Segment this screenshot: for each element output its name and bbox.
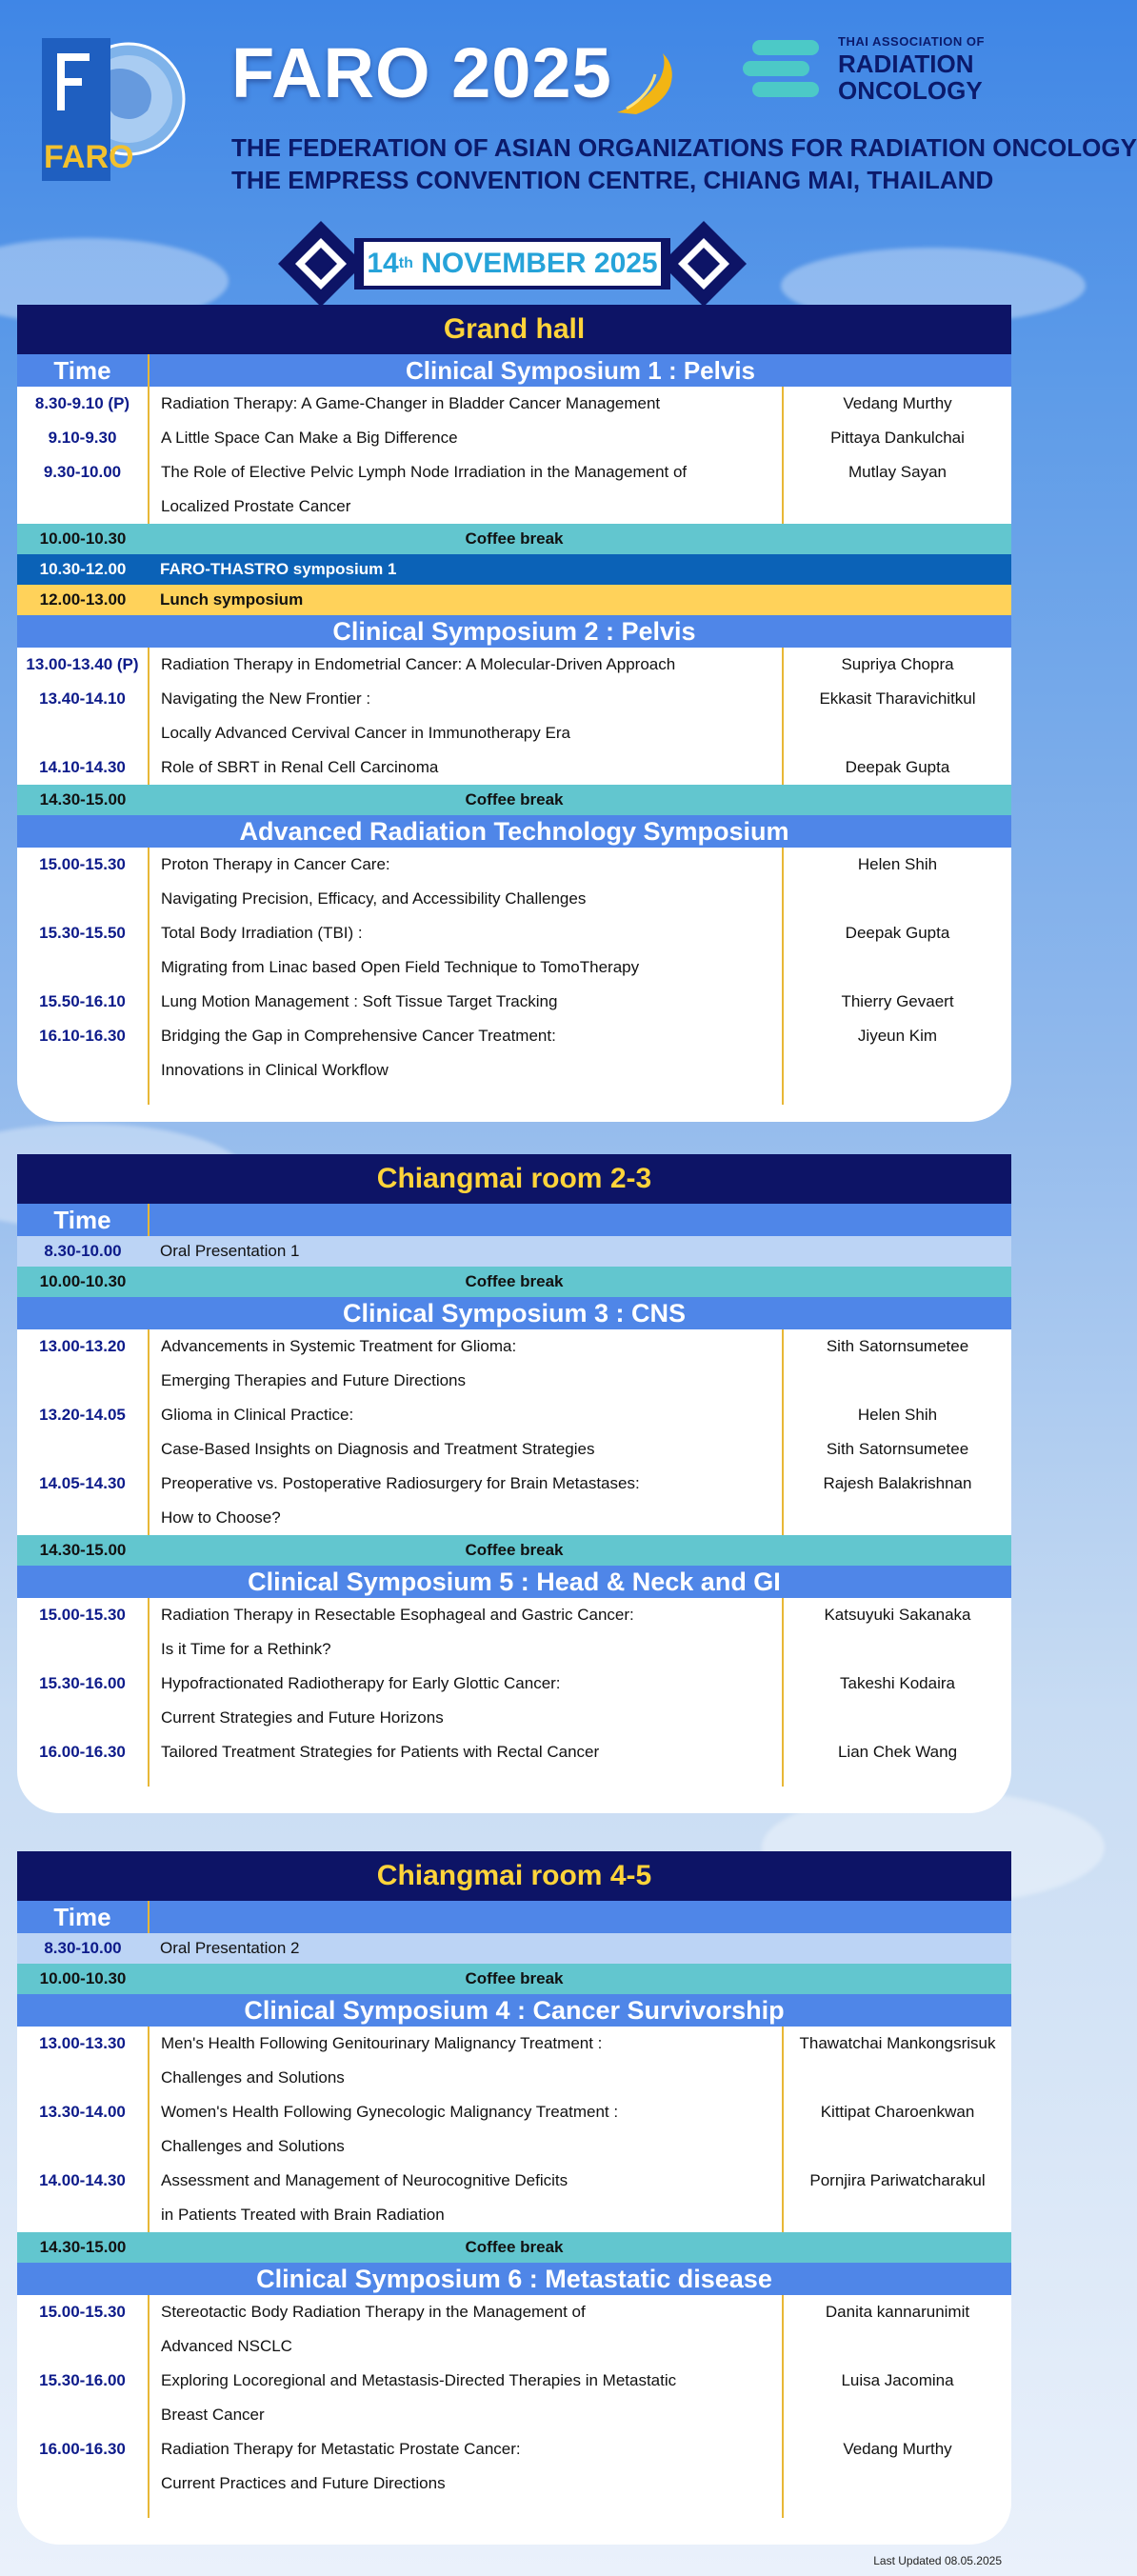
time-column-header: Time [17, 1901, 149, 1933]
page-title: FARO 2025 [231, 33, 612, 112]
panel-title: Chiangmai room 4-5 [17, 1851, 1011, 1901]
panel-title: Grand hall [17, 305, 1011, 354]
symposium-header-row [17, 2263, 1011, 2295]
partner-line-1: THAI ASSOCIATION OF [838, 34, 985, 49]
symposium-title: Clinical Symposium 3 : CNS [17, 1297, 1011, 1329]
subtitle-federation: THE FEDERATION OF ASIAN ORGANIZATIONS FOR RADIATION ONCOLOGY [231, 133, 1137, 162]
oral-presentation-row [17, 1933, 1011, 1964]
talk-time: 15.00-15.30 [17, 848, 149, 882]
table-row [17, 1329, 1011, 1364]
break-label: Coffee break [149, 1267, 1011, 1297]
talk-time: 16.10-16.30 [17, 1019, 149, 1053]
talk-title: Men's Health Following Genitourinary Malignancy Treatment : [149, 2027, 783, 2061]
panel-title: Chiangmai room 2-3 [17, 1154, 1011, 1204]
table-row [17, 916, 1011, 950]
session-time: 8.30-10.00 [17, 1236, 149, 1267]
talk-time: 9.30-10.00 [17, 455, 149, 489]
talk-time: 16.00-16.30 [17, 1735, 149, 1769]
coffee-break-row [17, 524, 1011, 554]
break-time: 10.00-10.30 [17, 1964, 149, 1994]
talk-title: Current Strategies and Future Horizons [149, 1701, 783, 1735]
date-suffix: th [398, 255, 413, 271]
table-row [17, 2095, 1011, 2129]
talk-title: Glioma in Clinical Practice: [149, 1398, 783, 1432]
speaker-name: Sith Satornsumetee [826, 1440, 969, 1458]
talk-title: Preoperative vs. Postoperative Radiosurgery for Brain Metastases: [149, 1467, 783, 1501]
empty-cell [17, 2198, 149, 2232]
talk-title: Exploring Locoregional and Metastasis-Directed Therapies in Metastatic [149, 2364, 783, 2398]
table-row [17, 1701, 1011, 1735]
coffee-break-row [17, 2232, 1011, 2263]
thastro-mark-icon [743, 36, 828, 103]
faro-logo [38, 34, 190, 187]
empty-cell [783, 1501, 1011, 1535]
break-label: Coffee break [149, 524, 1011, 554]
talk-time: 15.30-16.00 [17, 2364, 149, 2398]
speaker-name: Lian Chek Wang [837, 1743, 958, 1761]
empty-cell [783, 2198, 1011, 2232]
table-row [17, 2466, 1011, 2501]
empty-header [149, 1204, 1011, 1236]
break-label: Coffee break [149, 785, 1011, 815]
table-row [17, 2398, 1011, 2432]
empty-cell [17, 2129, 149, 2164]
talk-title: A Little Space Can Make a Big Difference [149, 421, 783, 455]
table-row [17, 2295, 1011, 2329]
talk-title: Case-Based Insights on Diagnosis and Treatment Strategies [149, 1432, 783, 1467]
talk-title: Localized Prostate Cancer [149, 489, 783, 524]
column-header-row [17, 1901, 1011, 1933]
speaker-name: Pornjira Pariwatcharakul [809, 2171, 986, 2189]
talk-time: 15.00-15.30 [17, 2295, 149, 2329]
partner-line-3: ONCOLOGY [838, 76, 983, 105]
room-4-5-panel [17, 1851, 1011, 2545]
table-row [17, 1364, 1011, 1398]
table-row [17, 2329, 1011, 2364]
page-header [0, 0, 1137, 305]
empty-cell [783, 716, 1011, 750]
talk-time: 15.00-15.30 [17, 1598, 149, 1632]
symposium-title: Clinical Symposium 6 : Metastatic disease [17, 2263, 1011, 2295]
talk-title: Is it Time for a Rethink? [149, 1632, 783, 1667]
speaker-name: Luisa Jacomina [841, 2371, 954, 2389]
table-row [17, 387, 1011, 421]
break-time: 10.00-10.30 [17, 1267, 149, 1297]
talk-title: Lung Motion Management : Soft Tissue Target Tracking [149, 985, 783, 1019]
talk-title: Women's Health Following Gynecologic Malignancy Treatment : [149, 2095, 783, 2129]
talk-title: How to Choose? [149, 1501, 783, 1535]
break-time: 14.30-15.00 [17, 2232, 149, 2263]
empty-cell [783, 1364, 1011, 1398]
table-row [17, 2027, 1011, 2061]
speaker-name: Deepak Gupta [845, 924, 950, 942]
speaker-name: Thawatchai Mankongsrisuk [799, 2034, 996, 2052]
talk-time: 16.00-16.30 [17, 2432, 149, 2466]
thastro-logo [743, 34, 1000, 110]
empty-cell [17, 716, 149, 750]
table-row [17, 950, 1011, 985]
speaker-name: Pittaya Dankulchai [830, 429, 965, 447]
empty-cell [783, 1632, 1011, 1667]
talk-title: Emerging Therapies and Future Directions [149, 1364, 783, 1398]
talk-title: Total Body Irradiation (TBI) : [149, 916, 783, 950]
break-label: Coffee break [149, 1535, 1011, 1566]
empty-cell [17, 1364, 149, 1398]
spacer-row [17, 1769, 1011, 1787]
column-header-row [17, 354, 1011, 387]
talk-title: Proton Therapy in Cancer Care: [149, 848, 783, 882]
speaker-name: Ekkasit Tharavichitkul [819, 689, 976, 708]
talk-time: 15.30-15.50 [17, 916, 149, 950]
table-row [17, 648, 1011, 682]
table-row [17, 2364, 1011, 2398]
time-column-header: Time [17, 354, 149, 387]
session-label: Oral Presentation 1 [149, 1236, 1011, 1267]
talk-title: Navigating the New Frontier : [149, 682, 783, 716]
table-row [17, 2198, 1011, 2232]
oral-presentation-row [17, 1236, 1011, 1267]
speaker-name: Sith Satornsumetee [826, 1337, 969, 1355]
talk-title: Innovations in Clinical Workflow [149, 1053, 783, 1088]
table-row [17, 1598, 1011, 1632]
talk-time: 14.10-14.30 [17, 750, 149, 785]
spacer-row [17, 2501, 1011, 2518]
talk-title: Radiation Therapy in Resectable Esophageal and Gastric Cancer: [149, 1598, 783, 1632]
empty-cell [17, 489, 149, 524]
table-row [17, 1501, 1011, 1535]
talk-time: 13.30-14.00 [17, 2095, 149, 2129]
coffee-break-row [17, 1535, 1011, 1566]
empty-cell [17, 1701, 149, 1735]
empty-cell [17, 1632, 149, 1667]
session-time: 8.30-10.00 [17, 1933, 149, 1964]
table-row [17, 421, 1011, 455]
date-month-year: NOVEMBER 2025 [412, 248, 658, 279]
talk-time: 14.00-14.30 [17, 2164, 149, 2198]
session-time: 12.00-13.00 [17, 585, 149, 615]
empty-header [149, 1901, 1011, 1933]
session-label: Oral Presentation 2 [149, 1933, 1011, 1964]
speaker-name: Katsuyuki Sakanaka [824, 1606, 971, 1624]
spacer-row [17, 1088, 1011, 1105]
table-row [17, 1467, 1011, 1501]
speaker-name: Helen Shih [857, 855, 938, 873]
speaker-name: Takeshi Kodaira [840, 1674, 955, 1692]
speaker-name: Jiyeun Kim [857, 1027, 938, 1045]
speaker-name: Danita kannarunimit [825, 2303, 970, 2321]
lunch-row [17, 585, 1011, 615]
talk-title: Current Practices and Future Directions [149, 2466, 783, 2501]
table-row [17, 1735, 1011, 1769]
talk-time: 13.00-13.20 [17, 1329, 149, 1364]
symposium-title: Clinical Symposium 2 : Pelvis [17, 615, 1011, 648]
symposium-title: Clinical Symposium 5 : Head & Neck and GI [17, 1566, 1011, 1598]
symposium-title: Clinical Symposium 1 : Pelvis [149, 354, 1011, 387]
thai-ornament-icon [608, 46, 684, 122]
coffee-break-row [17, 785, 1011, 815]
schedule-table [17, 354, 1011, 1105]
schedule-table [17, 1204, 1011, 1787]
empty-cell [17, 1053, 149, 1088]
talk-time: 13.00-13.30 [17, 2027, 149, 2061]
talk-title: Advanced NSCLC [149, 2329, 783, 2364]
column-header-row [17, 1204, 1011, 1236]
talk-title: Hypofractionated Radiotherapy for Early Glottic Cancer: [149, 1667, 783, 1701]
symposium-header-row [17, 815, 1011, 848]
empty-cell [17, 950, 149, 985]
talk-title: Radiation Therapy for Metastatic Prostate Cancer: [149, 2432, 783, 2466]
talk-title: Locally Advanced Cervival Cancer in Immunotherapy Era [149, 716, 783, 750]
faro-thastro-row [17, 554, 1011, 585]
room-2-3-panel [17, 1154, 1011, 1813]
last-updated: Last Updated 08.05.2025 [873, 2554, 1002, 2567]
empty-cell [783, 882, 1011, 916]
table-row [17, 716, 1011, 750]
date-day: 14 [367, 248, 399, 279]
table-row [17, 985, 1011, 1019]
table-row [17, 2164, 1011, 2198]
svg-text:FARO: FARO [44, 139, 134, 175]
empty-cell [783, 1701, 1011, 1735]
empty-cell [783, 1053, 1011, 1088]
speaker-name: Vedang Murthy [843, 394, 952, 412]
speaker-name: Kittipat Charoenkwan [820, 2103, 975, 2121]
talk-time: 8.30-9.10 (P) [17, 387, 149, 421]
talk-time: 13.00-13.40 (P) [17, 648, 149, 682]
talk-title: Advancements in Systemic Treatment for Glioma: [149, 1329, 783, 1364]
talk-title: Bridging the Gap in Comprehensive Cancer Treatment: [149, 1019, 783, 1053]
talk-title: Role of SBRT in Renal Cell Carcinoma [149, 750, 783, 785]
talk-title: Radiation Therapy: A Game-Changer in Bladder Cancer Management [149, 387, 783, 421]
talk-title: The Role of Elective Pelvic Lymph Node Irradiation in the Management of [149, 455, 783, 489]
empty-cell [783, 950, 1011, 985]
session-label: FARO-THASTRO symposium 1 [149, 554, 1011, 585]
session-label: Lunch symposium [149, 585, 1011, 615]
table-row [17, 2129, 1011, 2164]
partner-line-2: RADIATION [838, 50, 974, 78]
coffee-break-row [17, 1267, 1011, 1297]
empty-cell [17, 1501, 149, 1535]
empty-cell [783, 2061, 1011, 2095]
empty-cell [783, 2129, 1011, 2164]
symposium-header-row [17, 1297, 1011, 1329]
speaker-name: Rajesh Balakrishnan [823, 1474, 972, 1492]
symposium-header-row [17, 615, 1011, 648]
symposium-header-row [17, 1566, 1011, 1598]
talk-title: Stereotactic Body Radiation Therapy in the Management of [149, 2295, 783, 2329]
table-row [17, 1398, 1011, 1432]
table-row [17, 1432, 1011, 1467]
empty-cell [783, 2466, 1011, 2501]
speaker-name: Vedang Murthy [843, 2440, 952, 2458]
event-date [364, 242, 661, 286]
empty-cell [17, 2329, 149, 2364]
table-row [17, 489, 1011, 524]
date-banner [278, 221, 747, 307]
symposium-title: Clinical Symposium 4 : Cancer Survivorship [17, 1994, 1011, 2027]
talk-time: 15.50-16.10 [17, 985, 149, 1019]
table-row [17, 2061, 1011, 2095]
speaker-name: Mutlay Sayan [848, 463, 947, 481]
symposium-header-row [17, 1994, 1011, 2027]
time-column-header: Time [17, 1204, 149, 1236]
symposium-title: Advanced Radiation Technology Symposium [17, 815, 1011, 848]
break-time: 10.00-10.30 [17, 524, 149, 554]
table-row [17, 1667, 1011, 1701]
talk-title: Breast Cancer [149, 2398, 783, 2432]
table-row [17, 2432, 1011, 2466]
break-time: 14.30-15.00 [17, 1535, 149, 1566]
talk-title: Radiation Therapy in Endometrial Cancer: A Molecular-Driven Approach [149, 648, 783, 682]
schedule-table [17, 1901, 1011, 2518]
subtitle-venue: THE EMPRESS CONVENTION CENTRE, CHIANG MAI, THAILAND [231, 166, 994, 194]
empty-cell [17, 2466, 149, 2501]
talk-title: Challenges and Solutions [149, 2129, 783, 2164]
grand-hall-panel [17, 305, 1011, 1122]
table-row [17, 882, 1011, 916]
empty-cell [783, 2398, 1011, 2432]
talk-time: 15.30-16.00 [17, 1667, 149, 1701]
empty-cell [17, 882, 149, 916]
break-label: Coffee break [149, 1964, 1011, 1994]
empty-cell [17, 2061, 149, 2095]
speaker-name: Helen Shih [857, 1406, 938, 1424]
table-row [17, 848, 1011, 882]
speaker-name: Deepak Gupta [845, 758, 950, 776]
table-row [17, 1632, 1011, 1667]
talk-title: Migrating from Linac based Open Field Technique to TomoTherapy [149, 950, 783, 985]
table-row [17, 750, 1011, 785]
break-label: Coffee break [149, 2232, 1011, 2263]
empty-cell [783, 489, 1011, 524]
speaker-name: Thierry Gevaert [841, 992, 954, 1010]
table-row [17, 682, 1011, 716]
talk-time: 9.10-9.30 [17, 421, 149, 455]
table-row [17, 1019, 1011, 1053]
talk-title: Assessment and Management of Neurocognitive Deficits [149, 2164, 783, 2198]
talk-time: 13.40-14.10 [17, 682, 149, 716]
break-time: 14.30-15.00 [17, 785, 149, 815]
talk-title: Tailored Treatment Strategies for Patients with Rectal Cancer [149, 1735, 783, 1769]
talk-title: Challenges and Solutions [149, 2061, 783, 2095]
session-time: 10.30-12.00 [17, 554, 149, 585]
talk-time: 14.05-14.30 [17, 1467, 149, 1501]
talk-title: in Patients Treated with Brain Radiation [149, 2198, 783, 2232]
empty-cell [17, 1432, 149, 1467]
empty-cell [17, 2398, 149, 2432]
talk-time: 13.20-14.05 [17, 1398, 149, 1432]
empty-cell [783, 2329, 1011, 2364]
table-row [17, 1053, 1011, 1088]
table-row [17, 455, 1011, 489]
talk-title: Navigating Precision, Efficacy, and Accessibility Challenges [149, 882, 783, 916]
coffee-break-row [17, 1964, 1011, 1994]
speaker-name: Supriya Chopra [841, 655, 954, 673]
